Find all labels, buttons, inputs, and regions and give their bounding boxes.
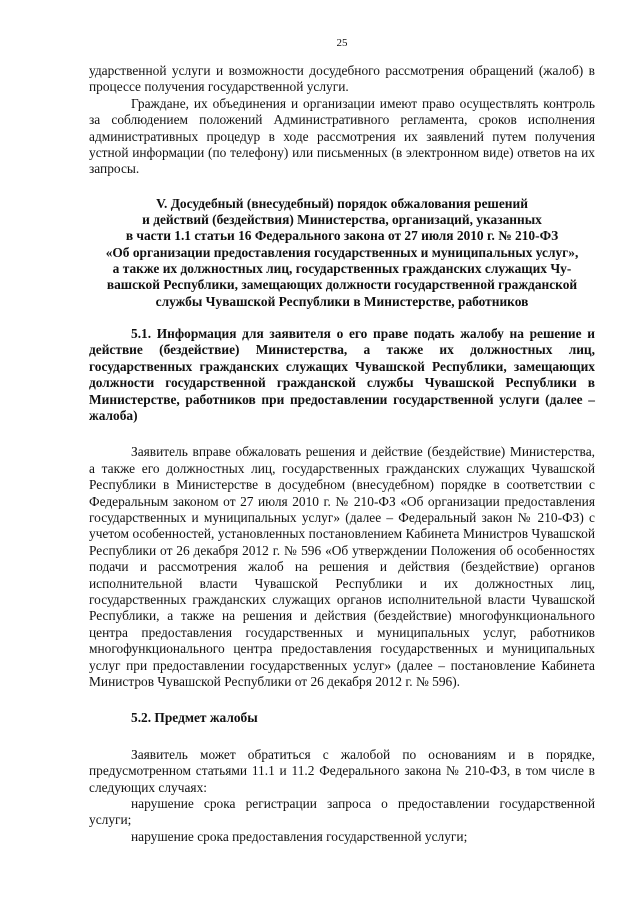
subsection-5-1-body (89, 444, 595, 690)
section-title-line: в части 1.1 статьи 16 Федерального закона от 27 июля 2010 г. № 210-ФЗ (125, 228, 559, 244)
document-page (89, 36, 595, 845)
paragraph-complaint-grounds: Заявитель может обратиться с жалобой по основаниям и в порядке, предусмотренном статьями 11.1 и 11.2 Федерального закона № 210-ФЗ, в том числе в следующих случаях: (89, 746, 595, 795)
subsection-heading-5-2: 5.2. Предмет жалобы (131, 710, 258, 726)
section-title-line: службы Чувашской Республики в Министерстве, работников (155, 293, 529, 309)
paragraph-appeal-right: Заявитель вправе обжаловать решения и действие (бездействие) Министерства, а также его должностных лиц, государственных гражданских служащих Чувашской Республики в Министерстве в досудебном (внесудебном) порядке в соответствии с Федеральным законом от 27 июля 2010 г. № 210-ФЗ «Об организации предоставления государственных и муниципальных услуг» (далее – Федеральный закон № 210-ФЗ) с учетом особенностей, установленных постановлением Кабинета Министров Чувашской Республики от 26 декабря 2012 г. № 596 «Об утверждении Положения об особенностях подачи и рассмотрения жалоб на решения и действия (бездействие) органов исполнительной власти Чувашской Республики и их должностных лиц, государственных гражданских служащих органов исполнительной власти Чувашской Республики, а также на решения и действия (бездействие) многофункционального центра предоставления государственных и муниципальных услуг, работников многофункционального центра предоставления государственных и муниципальных услуг при предоставлении государственных услуг» (далее – постановление Кабинета Министров Чувашской Республики от 26 декабря 2012 г. № 596). (89, 444, 595, 690)
section-title (89, 196, 595, 310)
section-title-line: V. Досудебный (внесудебный) порядок обжалования решений (156, 195, 528, 211)
page-number: 25 (336, 37, 348, 49)
subsection-heading-5-1: 5.1. Информация для заявителя о его праве подать жалобу на решение и действие (бездействие) Министерства, а также их должностных лиц, государственных гражданских служащих Чувашской Республики, замещающих должности государственной гражданской службы Чувашской Республики в Министерстве, работников при предоставлении государственной услуги (далее – жалоба) (89, 325, 595, 423)
document-body (89, 63, 595, 178)
paragraph-continued: ударственной услуги и возможности досудебного рассмотрения обращений (жалоб) в процессе получения государственной услуги. (89, 63, 595, 95)
list-item: нарушение срока предоставления государственной услуги; (131, 828, 468, 844)
section-title-line: а также их должностных лиц, государственных гражданских служащих Чу- (112, 261, 572, 277)
section-title-line: вашской Республики, замещающих должности государственной гражданской (106, 277, 578, 293)
subsection-5-2-body (89, 747, 595, 845)
paragraph-citizens-control: Граждане, их объединения и организации имеют право осуществлять контроль за соблюдением положений Административного регламента, сроков исполнения административных процедур в ходе рассмотрения их заявлений путем получения устной информации (по телефону) или письменных (в электронном виде) ответов на их запросы. (89, 95, 595, 177)
section-title-line: «Об организации предоставления государственных и муниципальных услуг», (105, 244, 579, 260)
list-item: нарушение срока регистрации запроса о предоставлении государственной услуги; (89, 796, 595, 828)
section-title-line: и действий (бездействия) Министерства, организаций, указанных (142, 212, 542, 228)
